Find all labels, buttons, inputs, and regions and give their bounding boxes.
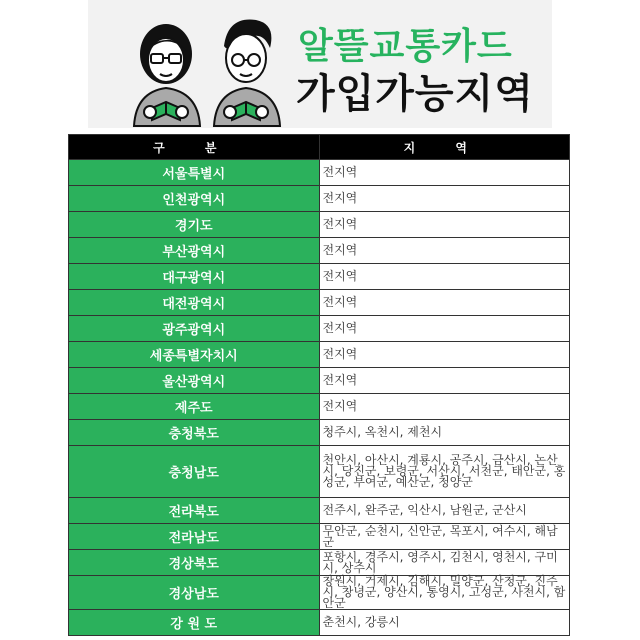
region-name: 제주도 (69, 394, 320, 420)
woman-reading-icon (134, 24, 200, 126)
region-name: 서울특별시 (69, 160, 320, 186)
region-area: 청주시, 옥천시, 제천시 (319, 420, 570, 446)
region-area: 포항시, 경주시, 영주시, 김천시, 영천시, 구미시, 상주시 (319, 550, 570, 576)
table-row (69, 342, 570, 368)
region-name: 충청북도 (69, 420, 320, 446)
table-row (69, 576, 570, 610)
region-name: 인천광역시 (69, 186, 320, 212)
column-header-category: 구 분 (69, 135, 320, 160)
region-area: 전지역 (319, 160, 570, 186)
region-area: 전지역 (319, 186, 570, 212)
table-row (69, 610, 570, 636)
table-row (69, 264, 570, 290)
table-row (69, 524, 570, 550)
region-name: 경기도 (69, 212, 320, 238)
region-table-wrapper (68, 134, 570, 640)
region-area: 창원시, 거제시, 김해시, 밀양군, 산청군, 진주시, 창녕군, 양산시, 통영시, 고성군, 사천시, 함안군 (319, 576, 570, 610)
table-row (69, 316, 570, 342)
region-area: 전지역 (319, 342, 570, 368)
table-row (69, 186, 570, 212)
region-area: 전지역 (319, 368, 570, 394)
region-name: 강 원 도 (69, 610, 320, 636)
region-area: 전지역 (319, 238, 570, 264)
region-area: 전주시, 완주군, 익산시, 남원군, 군산시 (319, 498, 570, 524)
title-line2: 가입가능지역 (296, 71, 534, 117)
region-area: 춘천시, 강릉시 (319, 610, 570, 636)
region-name: 경상남도 (69, 576, 320, 610)
region-name: 울산광역시 (69, 368, 320, 394)
table-row (69, 368, 570, 394)
region-area: 전지역 (319, 316, 570, 342)
region-name: 대구광역시 (69, 264, 320, 290)
region-name: 광주광역시 (69, 316, 320, 342)
region-area: 천안시, 아산시, 계룡시, 공주시, 금산시, 논산시, 당진군, 보령군, 서산시, 서천군, 태안군, 홍성군, 부여군, 예산군, 청양군 (319, 446, 570, 498)
region-name: 경상북도 (69, 550, 320, 576)
table-row (69, 394, 570, 420)
region-name: 부산광역시 (69, 238, 320, 264)
table-row (69, 498, 570, 524)
region-area: 전지역 (319, 212, 570, 238)
man-reading-icon (214, 20, 280, 126)
table-row (69, 212, 570, 238)
table-row (69, 420, 570, 446)
region-name: 충청남도 (69, 446, 320, 498)
table-row (69, 160, 570, 186)
region-table (68, 134, 570, 636)
table-row (69, 446, 570, 498)
region-name: 전라북도 (69, 498, 320, 524)
region-area: 전지역 (319, 290, 570, 316)
two-people-reading-icon (128, 8, 288, 128)
table-row (69, 238, 570, 264)
table-row (69, 290, 570, 316)
title-line1: 알뜰교통카드 (298, 26, 513, 67)
region-area: 전지역 (319, 264, 570, 290)
region-area: 무안군, 순천시, 신안군, 목포시, 여수시, 해남군 (319, 524, 570, 550)
column-header-area: 지 역 (319, 135, 570, 160)
region-name: 세종특별자치시 (69, 342, 320, 368)
region-area: 전지역 (319, 394, 570, 420)
region-name: 전라남도 (69, 524, 320, 550)
region-name: 대전광역시 (69, 290, 320, 316)
table-row (69, 550, 570, 576)
